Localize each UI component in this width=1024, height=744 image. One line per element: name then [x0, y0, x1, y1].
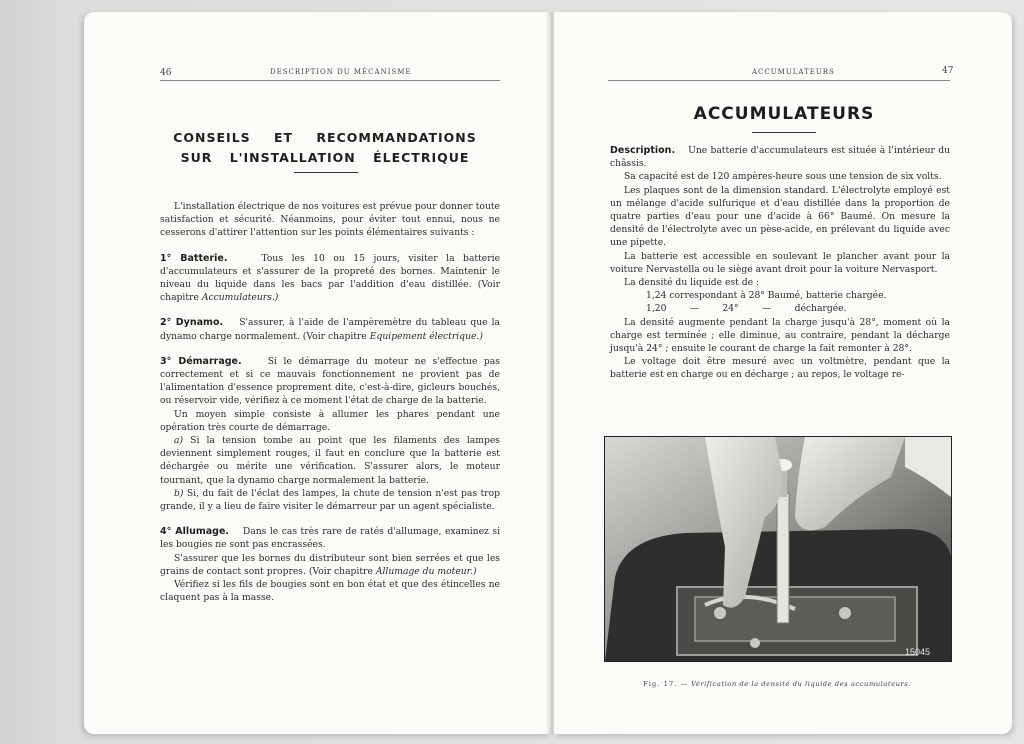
item-label: Dynamo. — [175, 317, 224, 329]
description-paragraph — [610, 144, 950, 170]
intro-paragraph: L'installation électrique de nos voitures est prévue pour donner toute satisfaction et sécurité. Néanmoins, pour éviter tout ennui, nous ne cesserons d'attirer l'attention sur les points élémentaires suivants : — [160, 201, 500, 239]
caption-text: Vérification de la densité du liquide des accumulateurs. — [691, 680, 911, 688]
access-paragraph: La batterie est accessible en soulevant le plancher avant pour la voiture Nervastella ou le siège avant droit pour la voiture Nervasport. — [610, 250, 950, 275]
left-page — [84, 12, 550, 734]
battery-photo — [604, 436, 952, 662]
right-page — [554, 12, 1012, 734]
figure-label: Fig. 17. — — [643, 680, 689, 688]
item-dynamo — [160, 316, 500, 342]
running-head: ACCUMULATEURS — [752, 68, 835, 76]
section-title — [160, 128, 490, 168]
photo-number: 15045 — [905, 647, 931, 657]
item-text: Tous les 10 ou 15 jours, visiter la batterie d'accumulateurs et s'assurer de la propreté des bornes. Maintenir le niveau du liquide dans les bacs par l'addition d'eau distillée. (Voir chapitre — [160, 252, 501, 304]
section-title-line1: CONSEILS ET RECOMMANDATIONS — [173, 130, 477, 145]
section-title-line2: SUR L'INSTALLATION ÉLECTRIQUE — [180, 150, 470, 165]
item-label: Batterie. — [180, 252, 228, 264]
density-intro: La densité du liquide est de : — [624, 277, 760, 289]
chapter-reference: Allumage du moteur.) — [375, 565, 477, 577]
allumage-paragraph — [160, 552, 500, 578]
case-text: Si la tension tombe au point que les filaments des lampes deviennent simplement rouges, il faut en conclure que la batterie est déchargée ou mérite une vérification. S'assurer alors, le moteur tournant, que la dynamo charge normalement la batterie. — [160, 435, 500, 486]
page-number: 46 — [160, 68, 172, 78]
density-line-2: 1,20 — 24° — déchargée. — [646, 303, 847, 315]
description-label: Description. — [610, 145, 676, 156]
item-label: Démarrage. — [178, 355, 242, 367]
header-rule — [160, 80, 500, 81]
item-number: 4° — [160, 526, 172, 538]
plates-paragraph: Les plaques sont de la dimension standard. L'électrolyte employé est un mélange d'acide sulfurique et d'eau distillée dans la proportion de quatre parties d'eau pour une d'acide à 66° Baumé. On mesure la densité de l'électrolyte avec un pèse-acide, en prélevant du liquide avec une pipette. — [610, 184, 950, 249]
title-rule — [752, 132, 816, 133]
paragraph-text: S'assurer que les bornes du distributeur sont bien serrées et que les grains de contact sont propres. (Voir chapitre — [160, 552, 500, 577]
item-text: S'assurer, à l'aide de l'ampèremètre du tableau que la dynamo charge normalement. (Voir chapitre — [160, 317, 501, 342]
item-text: Si le démarrage du moteur ne s'effectue pas correctement et si ce mauvais fonctionnement ne provient pas de l'alimentation d'essence proprement dite, c'est-à-dire, gicleurs bouchés, ou réservoir vide, vérifiez à ce moment l'état de charge de la batterie. — [160, 355, 500, 407]
chapter-reference: Accumulateurs.) — [201, 292, 279, 304]
item-number: 2° — [160, 317, 172, 329]
item-allumage — [160, 525, 500, 551]
demarrage-case-b — [160, 487, 500, 513]
title-rule — [294, 172, 358, 173]
density-line-1: 1,24 correspondant à 28° Baumé, batterie chargée. — [646, 290, 887, 302]
capacity-paragraph: Sa capacité est de 120 ampères-heure sous une tension de six volts. — [624, 171, 942, 183]
page-number: 47 — [942, 66, 954, 76]
demarrage-case-a — [160, 434, 500, 487]
item-demarrage — [160, 355, 500, 408]
allumage-paragraph-2: Vérifiez si les fils de bougies sont en bon état et que des étincelles ne claquent pas à la masse. — [160, 579, 500, 604]
item-number: 3° — [160, 355, 172, 367]
running-head: DESCRIPTION DU MÉCANISME — [270, 68, 412, 76]
case-text: Si, du fait de l'éclat des lampes, la chute de tension n'est pas trop grande, il y a lieu de faire visiter le démarreur par un agent spécialiste. — [160, 487, 500, 513]
item-batterie — [160, 252, 500, 305]
figure-caption — [602, 680, 952, 688]
chapter-reference: Equipement électrique.) — [369, 330, 483, 342]
chapter-title: ACCUMULATEURS — [693, 104, 875, 124]
demarrage-paragraph: Un moyen simple consiste à allumer les phares pendant une opération très courte de démarrage. — [160, 408, 500, 433]
right-body — [610, 144, 950, 382]
battery-photo-illustration — [605, 437, 951, 661]
description-text: Une batterie d'accumulateurs est située à l'intérieur du châssis. — [610, 145, 951, 170]
case-marker: b) — [174, 487, 184, 499]
header-rule — [608, 80, 950, 81]
case-marker: a) — [174, 435, 184, 447]
item-number: 1° — [160, 252, 172, 264]
density-change-paragraph: La densité augmente pendant la charge jusqu'à 28°, moment où la charge est terminée ; elle diminue, au contraire, pendant la décharge jusqu'à 24° ; ensuite le courant de charge la fait remonter à 28°. — [610, 316, 950, 355]
item-text: Dans le cas très rare de ratés d'allumage, examinez si les bougies ne sont pas encrassées. — [160, 526, 501, 551]
left-body — [160, 200, 500, 604]
voltage-paragraph: Le voltage doit être mesuré avec un voltmètre, pendant que la batterie est en charge ou en décharge ; au repos, le voltage re- — [610, 356, 950, 381]
item-label: Allumage. — [175, 526, 230, 538]
